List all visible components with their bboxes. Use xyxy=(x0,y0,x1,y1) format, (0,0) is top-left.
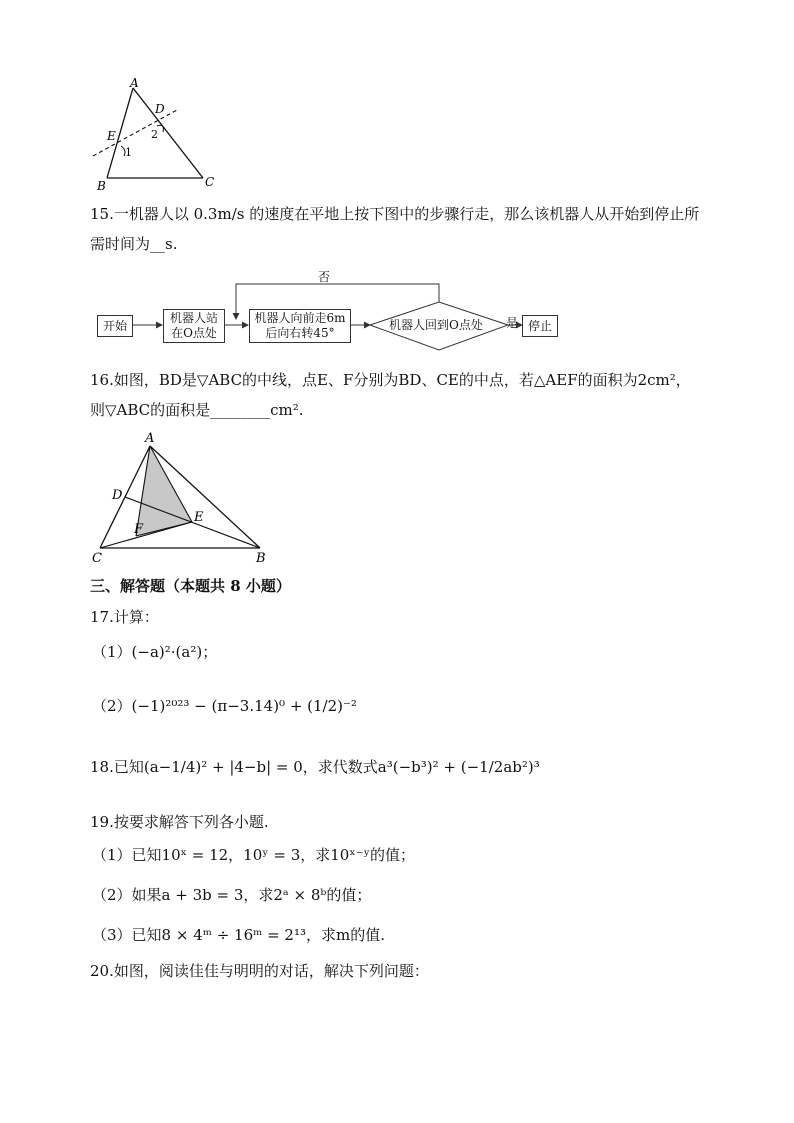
q18-text: 18.已知(a−1/4)² + |4−b| = 0，求代数式a³(−b³)² + (−1/2ab²)³ xyxy=(90,758,540,776)
flow-box-1-line1: 机器人站 xyxy=(169,311,218,325)
fig14-label-b: B xyxy=(97,179,106,193)
q17-part1: （1）(−a)²·(a²)； xyxy=(92,643,218,661)
flow-yes-label: 是 xyxy=(506,316,519,330)
triangle-figure-16 xyxy=(88,428,278,564)
fig16-label-f: F xyxy=(134,522,144,537)
q17-title: 17.计算： xyxy=(90,608,159,626)
fig14-label-e: E xyxy=(107,129,116,143)
q19-part2: （2）如果a + 3b = 3，求2ᵃ × 8ᵇ的值； xyxy=(92,886,372,904)
flow-box-2-line1: 机器人向前走6m xyxy=(254,311,346,325)
flow-no-label: 否 xyxy=(318,270,331,284)
flow-box-1-line2: 在O点处 xyxy=(171,326,217,340)
q19-part3: （3）已知8 × 4ᵐ ÷ 16ᵐ = 2¹³，求m的值. xyxy=(92,926,385,944)
flow-stop-box: 停止 xyxy=(522,315,558,337)
q17-part2: （2）(−1)²⁰²³ − (π−3.14)⁰ + (1/2)⁻² xyxy=(92,697,357,715)
flow-decision-text: 机器人回到O点处 xyxy=(389,318,483,332)
q16-line2: 则▽ABC的面积是________cm². xyxy=(90,401,304,419)
fig16-label-a: A xyxy=(145,431,155,446)
flow-start-box: 开始 xyxy=(97,315,133,337)
fig14-label-c: C xyxy=(205,175,215,189)
fig16-label-b: B xyxy=(256,551,266,564)
triangle-figure-14 xyxy=(85,76,225,194)
q19-title: 19.按要求解答下列各小题. xyxy=(90,813,269,831)
q15-line2: 需时间为__s. xyxy=(90,235,178,253)
q20-text: 20.如图，阅读佳佳与明明的对话，解决下列问题： xyxy=(90,962,429,980)
fig16-label-c: C xyxy=(92,551,102,564)
q16-line1: 16.如图，BD是▽ABC的中线，点E、F分别为BD、CE的中点，若△AEF的面积为2cm²， xyxy=(90,371,691,389)
section-3-heading: 三、解答题（本题共 8 小题） xyxy=(90,577,291,595)
fig16-label-d: D xyxy=(112,488,123,503)
flow-box-1 xyxy=(163,309,225,343)
q19-part1: （1）已知10ˣ = 12，10ʸ = 3，求10ˣ⁻ʸ的值； xyxy=(92,846,415,864)
flow-box-2 xyxy=(249,309,351,343)
fig16-label-e: E xyxy=(194,510,204,525)
fig14-label-2: 2 xyxy=(151,128,158,141)
q15-line1: 15.一机器人以 0.3m/s 的速度在平地上按下图中的步骤行走，那么该机器人从开始到停止所 xyxy=(90,205,700,223)
fig14-label-d: D xyxy=(155,102,165,116)
flow-box-2-line2: 后向右转45° xyxy=(265,326,335,340)
fig14-label-1: 1 xyxy=(125,146,132,159)
fig14-label-a: A xyxy=(130,76,139,90)
